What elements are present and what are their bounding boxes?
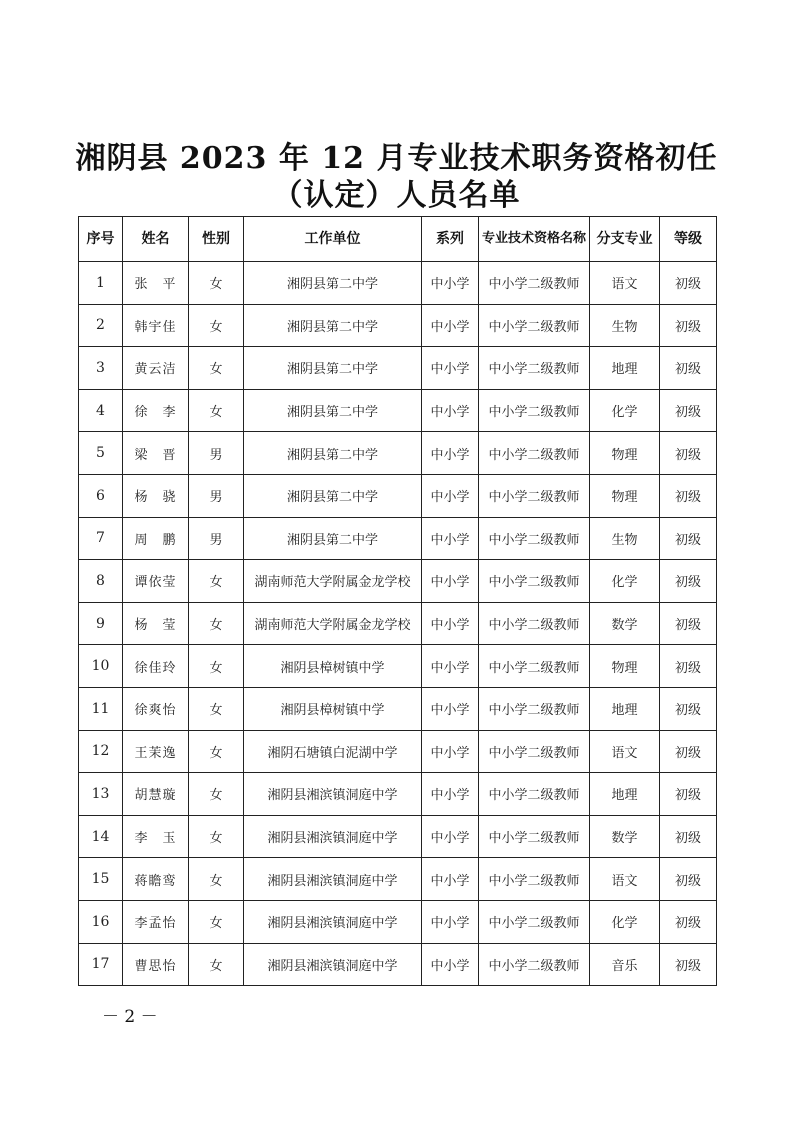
cell-series: 中小学 <box>422 517 479 560</box>
cell-series: 中小学 <box>422 474 479 517</box>
header-name: 姓名 <box>123 217 189 262</box>
cell-gender: 女 <box>189 304 244 347</box>
cell-gender: 女 <box>189 602 244 645</box>
cell-index: 10 <box>79 645 123 688</box>
cell-subject: 地理 <box>590 773 660 816</box>
cell-qualification: 中小学二级教师 <box>479 943 590 986</box>
cell-index: 16 <box>79 900 123 943</box>
cell-level: 初级 <box>660 943 717 986</box>
cell-series: 中小学 <box>422 900 479 943</box>
cell-gender: 男 <box>189 432 244 475</box>
cell-series: 中小学 <box>422 943 479 986</box>
cell-index: 14 <box>79 815 123 858</box>
document-title-line-1: 湘阴县 2023 年 12 月专业技术职务资格初任 <box>75 141 718 176</box>
cell-series: 中小学 <box>422 815 479 858</box>
cell-qualification: 中小学二级教师 <box>479 602 590 645</box>
table-row <box>79 730 717 773</box>
header-unit: 工作单位 <box>244 217 422 262</box>
cell-level: 初级 <box>660 517 717 560</box>
cell-unit: 湘阴石塘镇白泥湖中学 <box>244 730 422 773</box>
table-row <box>79 943 717 986</box>
cell-gender: 女 <box>189 389 244 432</box>
cell-name: 王茉逸 <box>123 730 189 773</box>
cell-qualification: 中小学二级教师 <box>479 900 590 943</box>
cell-subject: 化学 <box>590 389 660 432</box>
cell-gender: 女 <box>189 687 244 730</box>
cell-subject: 音乐 <box>590 943 660 986</box>
cell-qualification: 中小学二级教师 <box>479 262 590 305</box>
cell-index: 15 <box>79 858 123 901</box>
cell-name: 杨 骁 <box>123 474 189 517</box>
cell-name: 徐佳玲 <box>123 645 189 688</box>
cell-level: 初级 <box>660 858 717 901</box>
cell-subject: 化学 <box>590 900 660 943</box>
table-row <box>79 858 717 901</box>
cell-index: 12 <box>79 730 123 773</box>
cell-level: 初级 <box>660 815 717 858</box>
cell-name: 李 玉 <box>123 815 189 858</box>
header-level: 等级 <box>660 217 717 262</box>
cell-level: 初级 <box>660 900 717 943</box>
table-row <box>79 687 717 730</box>
cell-series: 中小学 <box>422 687 479 730</box>
table-row <box>79 347 717 390</box>
table-row <box>79 262 717 305</box>
table-row <box>79 900 717 943</box>
cell-name: 梁 晋 <box>123 432 189 475</box>
table-row <box>79 815 717 858</box>
cell-level: 初级 <box>660 602 717 645</box>
cell-gender: 女 <box>189 900 244 943</box>
cell-unit: 湘阴县第二中学 <box>244 517 422 560</box>
cell-qualification: 中小学二级教师 <box>479 517 590 560</box>
table-row <box>79 773 717 816</box>
cell-qualification: 中小学二级教师 <box>479 687 590 730</box>
cell-gender: 女 <box>189 943 244 986</box>
table-row <box>79 389 717 432</box>
table-row <box>79 645 717 688</box>
cell-unit: 湘阴县第二中学 <box>244 389 422 432</box>
cell-index: 2 <box>79 304 123 347</box>
cell-subject: 化学 <box>590 560 660 603</box>
cell-gender: 女 <box>189 858 244 901</box>
cell-level: 初级 <box>660 389 717 432</box>
cell-series: 中小学 <box>422 304 479 347</box>
cell-level: 初级 <box>660 645 717 688</box>
cell-name: 蒋瞻鸾 <box>123 858 189 901</box>
cell-unit: 湘阴县湘滨镇洞庭中学 <box>244 815 422 858</box>
cell-unit: 湖南师范大学附属金龙学校 <box>244 560 422 603</box>
cell-unit: 湘阴县第二中学 <box>244 432 422 475</box>
cell-level: 初级 <box>660 474 717 517</box>
table-row <box>79 602 717 645</box>
cell-name: 徐爽怡 <box>123 687 189 730</box>
cell-series: 中小学 <box>422 773 479 816</box>
header-qualification: 专业技术资格名称 <box>479 217 590 262</box>
cell-name: 韩宇佳 <box>123 304 189 347</box>
cell-subject: 语文 <box>590 730 660 773</box>
table-row <box>79 304 717 347</box>
cell-subject: 地理 <box>590 347 660 390</box>
cell-qualification: 中小学二级教师 <box>479 389 590 432</box>
cell-unit: 湘阴县樟树镇中学 <box>244 645 422 688</box>
table-row <box>79 432 717 475</box>
cell-unit: 湘阴县第二中学 <box>244 474 422 517</box>
cell-subject: 生物 <box>590 517 660 560</box>
cell-index: 4 <box>79 389 123 432</box>
cell-index: 5 <box>79 432 123 475</box>
cell-qualification: 中小学二级教师 <box>479 560 590 603</box>
cell-index: 9 <box>79 602 123 645</box>
cell-level: 初级 <box>660 432 717 475</box>
table-body <box>79 262 717 986</box>
page-number: － 2 － <box>102 1007 158 1027</box>
cell-qualification: 中小学二级教师 <box>479 304 590 347</box>
cell-gender: 女 <box>189 815 244 858</box>
cell-qualification: 中小学二级教师 <box>479 773 590 816</box>
header-series: 系列 <box>422 217 479 262</box>
cell-gender: 女 <box>189 730 244 773</box>
cell-series: 中小学 <box>422 560 479 603</box>
cell-index: 8 <box>79 560 123 603</box>
cell-name: 胡慧璇 <box>123 773 189 816</box>
cell-unit: 湘阴县湘滨镇洞庭中学 <box>244 858 422 901</box>
cell-subject: 地理 <box>590 687 660 730</box>
cell-unit: 湘阴县湘滨镇洞庭中学 <box>244 900 422 943</box>
cell-level: 初级 <box>660 262 717 305</box>
cell-name: 李孟怡 <box>123 900 189 943</box>
cell-series: 中小学 <box>422 730 479 773</box>
cell-level: 初级 <box>660 347 717 390</box>
cell-name: 杨 莹 <box>123 602 189 645</box>
cell-unit: 湘阴县第二中学 <box>244 304 422 347</box>
cell-name: 徐 李 <box>123 389 189 432</box>
cell-index: 3 <box>79 347 123 390</box>
cell-gender: 女 <box>189 560 244 603</box>
cell-index: 1 <box>79 262 123 305</box>
header-gender: 性别 <box>189 217 244 262</box>
cell-subject: 语文 <box>590 858 660 901</box>
cell-level: 初级 <box>660 773 717 816</box>
cell-index: 7 <box>79 517 123 560</box>
cell-series: 中小学 <box>422 602 479 645</box>
cell-unit: 湘阴县湘滨镇洞庭中学 <box>244 943 422 986</box>
cell-series: 中小学 <box>422 858 479 901</box>
cell-subject: 生物 <box>590 304 660 347</box>
cell-qualification: 中小学二级教师 <box>479 730 590 773</box>
cell-index: 11 <box>79 687 123 730</box>
cell-subject: 语文 <box>590 262 660 305</box>
cell-index: 13 <box>79 773 123 816</box>
cell-level: 初级 <box>660 730 717 773</box>
document-title-line-2: （认定）人员名单 <box>272 178 521 213</box>
cell-level: 初级 <box>660 304 717 347</box>
table-row <box>79 474 717 517</box>
cell-series: 中小学 <box>422 432 479 475</box>
cell-series: 中小学 <box>422 645 479 688</box>
cell-unit: 湘阴县樟树镇中学 <box>244 687 422 730</box>
personnel-table <box>78 216 717 986</box>
cell-qualification: 中小学二级教师 <box>479 474 590 517</box>
cell-subject: 数学 <box>590 602 660 645</box>
cell-name: 周 鹏 <box>123 517 189 560</box>
cell-subject: 物理 <box>590 474 660 517</box>
cell-name: 曹思怡 <box>123 943 189 986</box>
cell-unit: 湖南师范大学附属金龙学校 <box>244 602 422 645</box>
cell-unit: 湘阴县湘滨镇洞庭中学 <box>244 773 422 816</box>
cell-subject: 物理 <box>590 432 660 475</box>
cell-level: 初级 <box>660 687 717 730</box>
cell-qualification: 中小学二级教师 <box>479 432 590 475</box>
cell-name: 黄云洁 <box>123 347 189 390</box>
cell-gender: 男 <box>189 474 244 517</box>
cell-series: 中小学 <box>422 262 479 305</box>
header-index: 序号 <box>79 217 123 262</box>
cell-subject: 数学 <box>590 815 660 858</box>
cell-series: 中小学 <box>422 347 479 390</box>
cell-gender: 男 <box>189 517 244 560</box>
cell-series: 中小学 <box>422 389 479 432</box>
cell-index: 6 <box>79 474 123 517</box>
table-header-row <box>79 217 717 262</box>
cell-qualification: 中小学二级教师 <box>479 858 590 901</box>
cell-unit: 湘阴县第二中学 <box>244 347 422 390</box>
cell-name: 张 平 <box>123 262 189 305</box>
cell-gender: 女 <box>189 773 244 816</box>
cell-unit: 湘阴县第二中学 <box>244 262 422 305</box>
cell-level: 初级 <box>660 560 717 603</box>
table-row <box>79 560 717 603</box>
cell-gender: 女 <box>189 645 244 688</box>
cell-name: 谭依莹 <box>123 560 189 603</box>
cell-qualification: 中小学二级教师 <box>479 815 590 858</box>
cell-qualification: 中小学二级教师 <box>479 645 590 688</box>
cell-qualification: 中小学二级教师 <box>479 347 590 390</box>
cell-gender: 女 <box>189 347 244 390</box>
cell-gender: 女 <box>189 262 244 305</box>
table-row <box>79 517 717 560</box>
cell-subject: 物理 <box>590 645 660 688</box>
header-subject: 分支专业 <box>590 217 660 262</box>
cell-index: 17 <box>79 943 123 986</box>
